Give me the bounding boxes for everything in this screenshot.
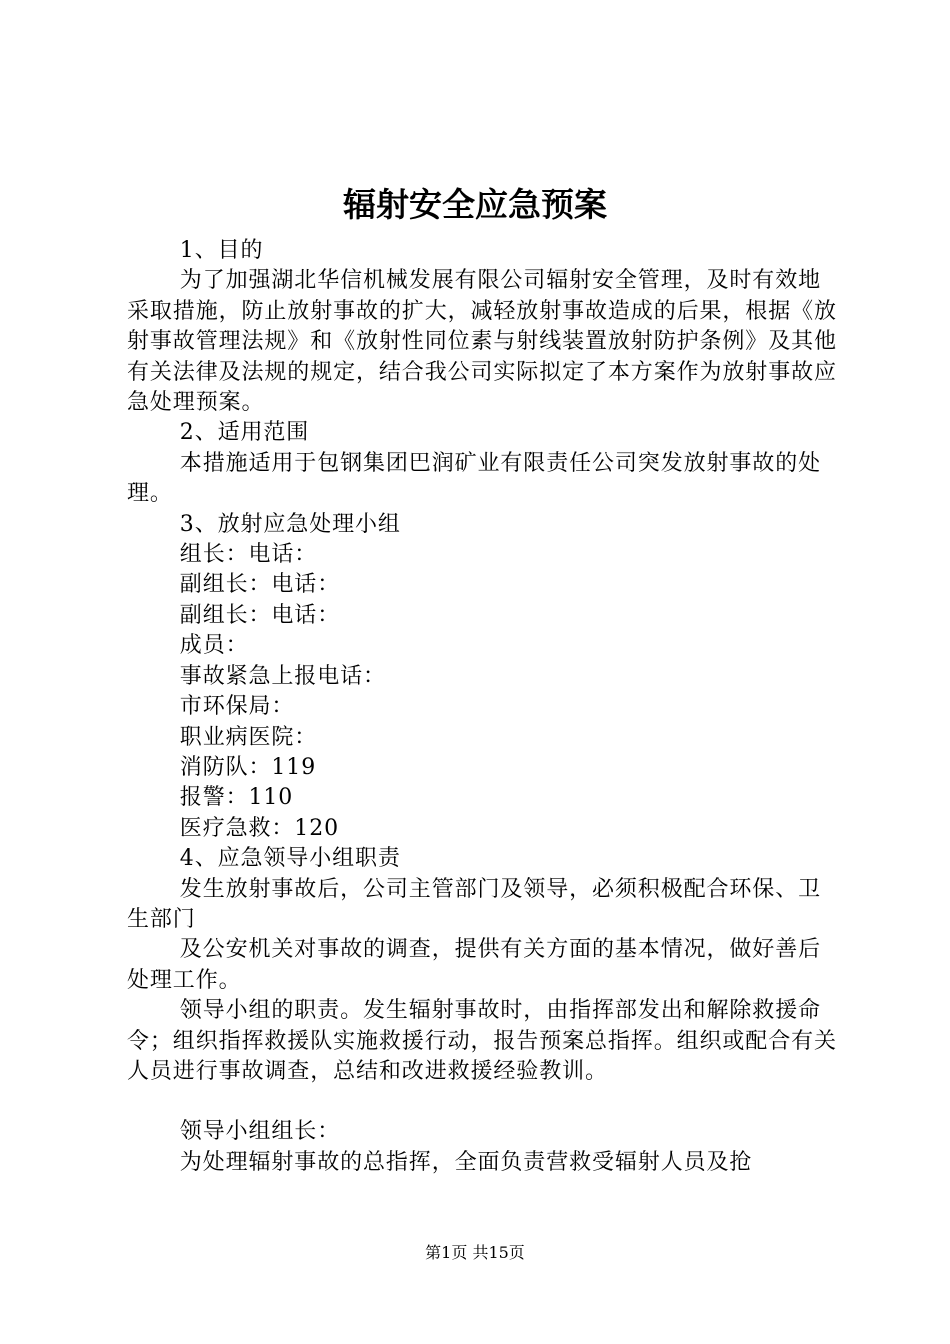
members-line: 成员： (179, 633, 249, 659)
police-line: 报警：110 (179, 785, 294, 811)
section-heading-scope: 2、适用范围 (179, 420, 310, 446)
paragraph-duties-2: 及公安机关对事故的调查，提供有关方面的基本情况，做好善后处理工作。 (127, 937, 821, 993)
section-heading-duties: 4、应急领导小组职责 (179, 846, 401, 872)
occupational-hospital-line: 职业病医院： (179, 724, 318, 750)
emergency-report-line: 事故紧急上报电话： (179, 663, 386, 689)
fire-brigade-line: 消防队：119 (179, 754, 317, 780)
document-body (127, 236, 837, 1178)
environment-bureau-line: 市环保局： (179, 694, 295, 720)
team-head-heading: 领导小组组长： (179, 1119, 341, 1145)
paragraph-scope: 本措施适用于包钢集团巴润矿业有限责任公司突发放射事故的处理。 (127, 450, 821, 507)
section-heading-purpose: 1、目的 (179, 238, 264, 263)
paragraph-duties-3: 领导小组的职责。发生辐射事故时，由指挥部发出和解除救援命令；组织指挥救援队实施救援行动，报告预案总指挥。组织或配合有关人员进行事故调查，总结和改进救援经验教训。 (127, 998, 837, 1084)
document-title: 辐射安全应急预案 (343, 185, 607, 224)
page-number-footer: 第1页 共15页 (425, 1243, 525, 1262)
paragraph-duties-1: 发生放射事故后，公司主管部门及领导，必须积极配合环保、卫生部门 (127, 876, 821, 932)
team-leader-line: 组长：电话： (179, 542, 318, 568)
medical-emergency-line: 医疗急救：120 (179, 815, 339, 841)
deputy-leader-line: 副组长：电话： (179, 572, 341, 598)
paragraph-team-head: 为处理辐射事故的总指挥，全面负责营救受辐射人员及抢 (179, 1149, 753, 1175)
paragraph-purpose: 为了加强湖北华信机械发展有限公司辐射安全管理，及时有效地采取措施，防止放射事故的扩大，减轻放射事故造成的后果，根据《放射事故管理法规》和《放射性同位素与射线装置放射防护条例》及其他有关法律及法规的规定，结合我公司实际拟定了本方案作为放射事故应急处理预案。 (127, 268, 837, 416)
deputy-leader-line: 副组长：电话： (179, 602, 341, 628)
section-heading-team: 3、放射应急处理小组 (179, 511, 401, 537)
